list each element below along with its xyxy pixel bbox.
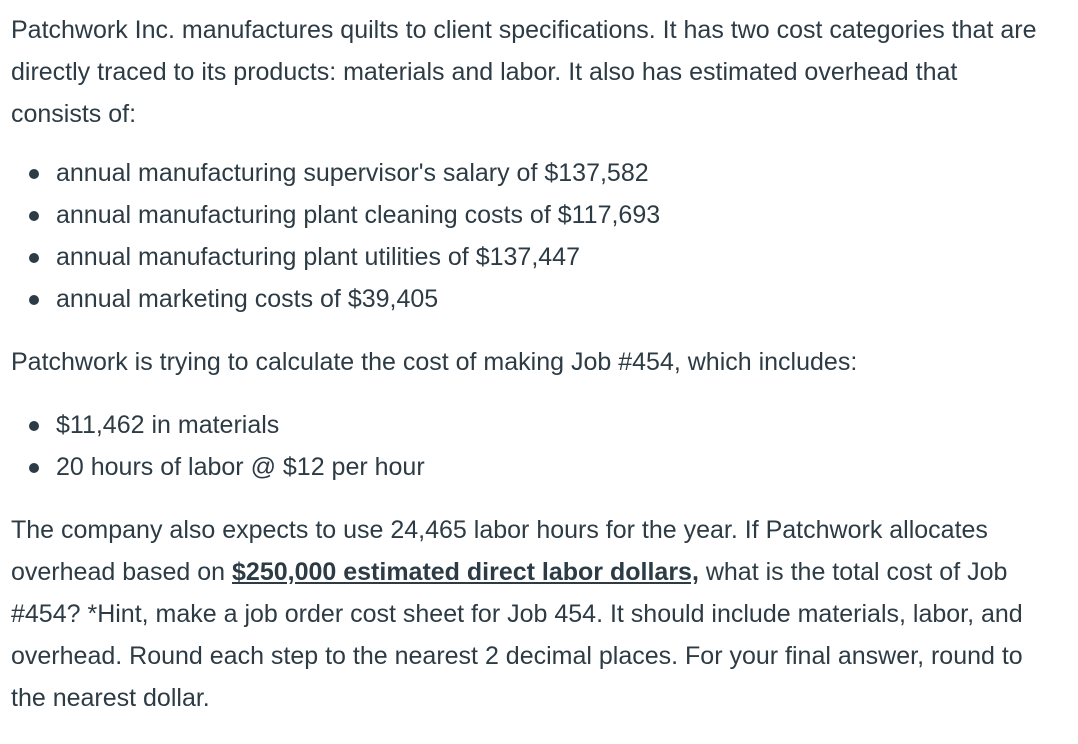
overhead-item-supervisor-salary: annual manufacturing supervisor's salary of $137,582 bbox=[11, 152, 1064, 194]
overhead-item-cleaning-costs: annual manufacturing plant cleaning costs of $117,693 bbox=[11, 194, 1064, 236]
emphasized-allocation-base: $250,000 estimated direct labor dollars, bbox=[232, 558, 699, 586]
overhead-item-utilities: annual manufacturing plant utilities of $137,447 bbox=[11, 236, 1064, 278]
question-paragraph bbox=[11, 509, 1061, 719]
job-item-materials: $11,462 in materials bbox=[11, 404, 1064, 446]
question-text-part1: The company also expects to use 24,465 labor hours for the year. If Patchwork allocates overhead based on bbox=[11, 516, 988, 586]
job-item-labor: 20 hours of labor @ $12 per hour bbox=[11, 446, 1064, 488]
question-text-part2: what is the total cost of Job #454? *Hint, make a job order cost sheet for Job 454. It should include materials, labor, and overhead. Round each step to the nearest 2 decimal places. For your final answer, round to the nearest dollar. bbox=[11, 558, 1023, 712]
intro-paragraph: Patchwork Inc. manufactures quilts to client specifications. It has two cost categories that are directly traced to its products: materials and labor. It also has estimated overhead that consists of: bbox=[11, 16, 1037, 128]
job-intro-paragraph: Patchwork is trying to calculate the cost of making Job #454, which includes: bbox=[11, 348, 858, 376]
overhead-item-marketing-costs: annual marketing costs of $39,405 bbox=[11, 278, 1064, 320]
overhead-list bbox=[11, 152, 1064, 320]
job-details-list bbox=[11, 404, 1064, 488]
